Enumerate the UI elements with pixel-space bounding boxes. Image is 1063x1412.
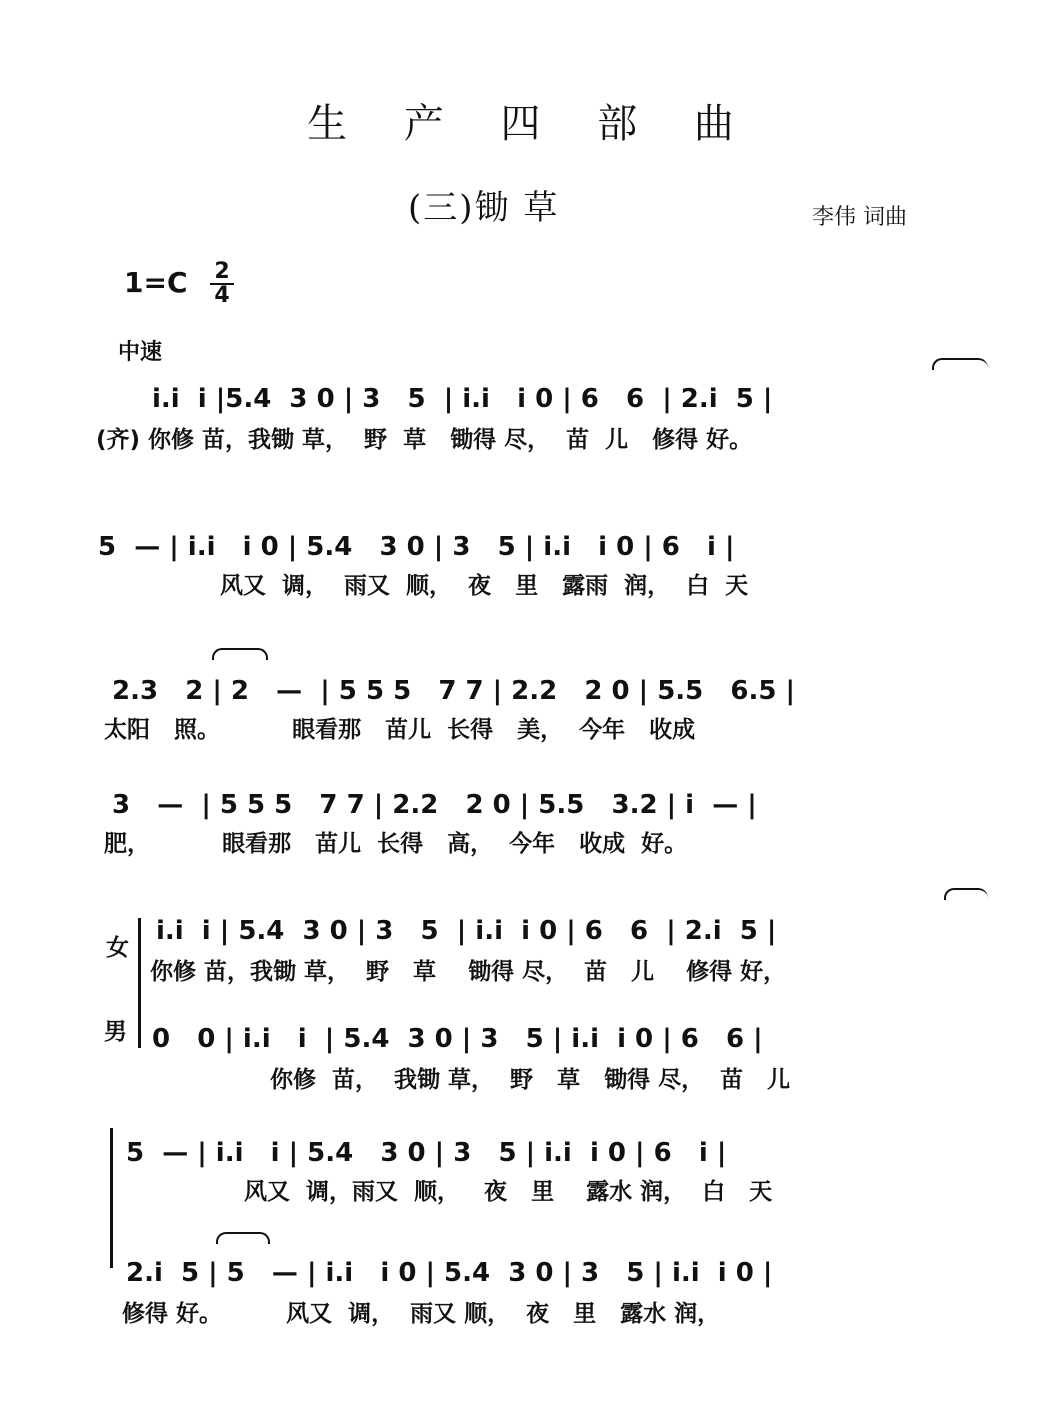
- lyrics-row-7: 风又 调，雨又 顺， 夜 里 露水 润， 白 天: [244, 1179, 773, 1205]
- lyrics-row-3: 太阳 照。 眼看那 苗儿 长得 美， 今年 收成: [104, 717, 696, 743]
- notation-row-7: 5 — | i.i i | 5.4 3 0 | 3 5 | i.i i 0 | 6 i |: [126, 1138, 727, 1168]
- notation-row-8: 2.i 5 | 5 — | i.i i 0 | 5.4 3 0 | 3 5 | i.i i 0 |: [126, 1258, 773, 1288]
- lyrics-row-4: 肥， 眼看那 苗儿 长得 高， 今年 收成 好。: [104, 831, 688, 857]
- notation-row-5: i.i i | 5.4 3 0 | 3 5 | i.i i 0 | 6 6 | 2.i 5 |: [156, 916, 777, 946]
- tie-row-8: [216, 1232, 270, 1244]
- song-title: 生 产 四 部 曲: [307, 101, 756, 147]
- system-bracket-1: [138, 918, 141, 1048]
- notation-row-3: 2.3 2 | 2 — | 5 5 5 7 7 | 2.2 2 0 | 5.5 6.5 |: [112, 676, 796, 706]
- tie-row-3: [212, 648, 268, 660]
- system-bracket-2: [110, 1128, 113, 1268]
- notation-row-1: i.i i |5.4 3 0 | 3 5 | i.i i 0 | 6 6 | 2.i 5 |: [152, 384, 773, 414]
- tie-row-5: [944, 888, 988, 900]
- lyrics-row-5: 你修 苗，我锄 草， 野 草 锄得 尽， 苗 儿 修得 好，: [150, 959, 787, 985]
- tie-row-1: [932, 358, 988, 370]
- tempo-marking: 中速: [118, 340, 163, 365]
- lyrics-row-2: 风又 调， 雨又 顺， 夜 里 露雨 润， 白 天: [220, 573, 749, 599]
- key-signature: 1=C: [124, 266, 188, 299]
- notation-row-4: 3 — | 5 5 5 7 7 | 2.2 2 0 | 5.5 3.2 | i — |: [112, 790, 757, 820]
- song-subtitle: (三)锄 草: [408, 188, 560, 228]
- voice-label-female: 女: [106, 935, 129, 961]
- time-signature: [210, 259, 234, 308]
- notation-row-2: 5 — | i.i i 0 | 5.4 3 0 | 3 5 | i.i i 0 | 6 i |: [98, 532, 735, 562]
- lyrics-row-6: 你修 苗， 我锄 草， 野 草 锄得 尽， 苗 儿: [270, 1067, 791, 1093]
- time-signature-top: 2: [214, 259, 230, 284]
- lyrics-row-1: (齐) 你修 苗，我锄 草， 野 草 锄得 尽， 苗 儿 修得 好。: [96, 427, 753, 453]
- voice-label-male: 男: [104, 1019, 127, 1045]
- lyrics-row-8: 修得 好。 风又 调， 雨又 顺， 夜 里 露水 润，: [122, 1301, 721, 1327]
- author-credit: 李伟 词曲: [812, 205, 907, 230]
- time-signature-bottom: 4: [214, 283, 230, 308]
- notation-row-6: 0 0 | i.i i | 5.4 3 0 | 3 5 | i.i i 0 | 6 6 |: [152, 1024, 763, 1054]
